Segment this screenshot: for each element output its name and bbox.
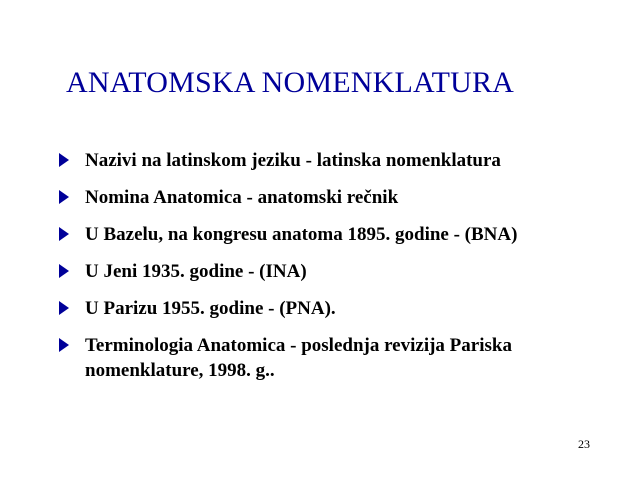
bullet-text: Terminologia Anatomica - poslednja revizija Pariska nomenklature, 1998. g..	[85, 335, 512, 381]
square-bullet-icon	[58, 150, 70, 170]
bullet-item	[58, 333, 618, 383]
bullet-item	[58, 148, 618, 173]
square-bullet-icon	[58, 261, 70, 281]
bullet-text: Nazivi na latinskom jeziku - latinska nomenklatura	[85, 150, 501, 171]
square-bullet-icon	[58, 187, 70, 207]
bullet-text: U Bazelu, na kongresu anatoma 1895. godine - (BNA)	[85, 224, 518, 245]
bullet-item	[58, 259, 618, 284]
bullet-text: Nomina Anatomica - anatomski rečnik	[85, 187, 399, 208]
square-bullet-icon	[58, 298, 70, 318]
slide-title: ANATOMSKA NOMENKLATURA	[66, 66, 515, 99]
square-bullet-icon	[58, 335, 70, 355]
square-bullet-icon	[58, 224, 70, 244]
bullet-text: U Parizu 1955. godine - (PNA).	[85, 298, 336, 319]
bullet-item	[58, 296, 618, 321]
bullet-item	[58, 222, 618, 247]
bullet-list	[58, 148, 618, 395]
bullet-text: U Jeni 1935. godine - (INA)	[85, 261, 307, 282]
slide-number: 23	[578, 437, 590, 451]
bullet-item	[58, 185, 618, 210]
